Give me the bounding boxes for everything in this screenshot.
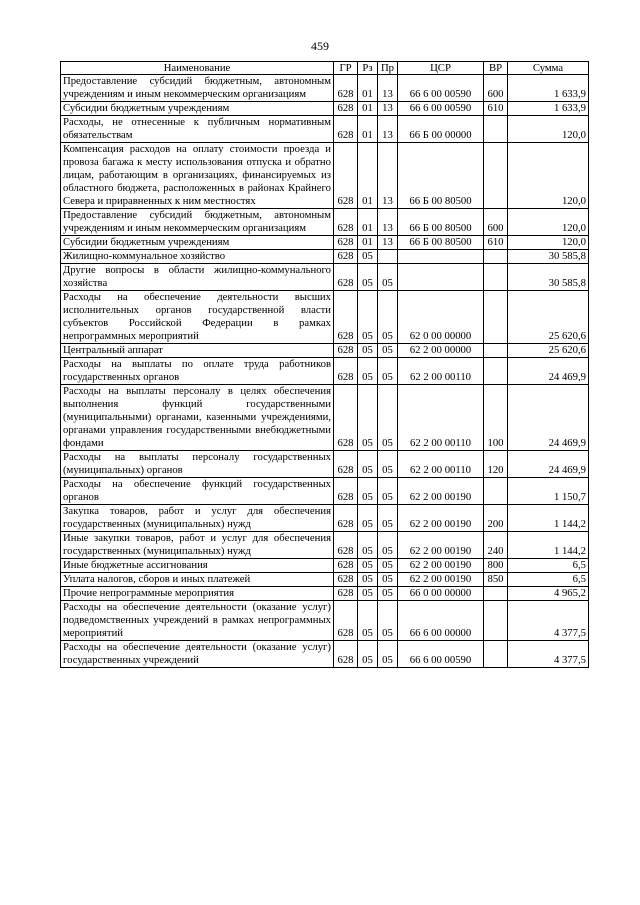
row-rz: 05: [358, 291, 378, 344]
row-gr: 628: [334, 559, 358, 573]
row-gr: 628: [334, 75, 358, 102]
row-rz: 05: [358, 601, 378, 641]
header-sum: Сумма: [508, 62, 589, 75]
row-gr: 628: [334, 532, 358, 559]
row-name: Расходы на выплаты персоналу государственных (муниципальных) органов: [61, 451, 334, 478]
row-gr: 628: [334, 102, 358, 116]
table-row: [61, 601, 589, 641]
row-name: Расходы, не отнесенные к публичным нормативным обязательствам: [61, 116, 334, 143]
row-rz: 05: [358, 385, 378, 451]
row-sum: 6,5: [508, 559, 589, 573]
table-row: [61, 385, 589, 451]
row-rz: 01: [358, 143, 378, 209]
row-csr: 62 2 00 00110: [398, 358, 484, 385]
row-name: Иные бюджетные ассигнования: [61, 559, 334, 573]
row-csr: 66 6 00 00590: [398, 75, 484, 102]
row-sum: 4 965,2: [508, 587, 589, 601]
row-csr: 66 Б 00 00000: [398, 116, 484, 143]
row-rz: 01: [358, 209, 378, 236]
row-rz: 05: [358, 532, 378, 559]
table-row: [61, 75, 589, 102]
row-gr: 628: [334, 291, 358, 344]
row-vr: 610: [484, 236, 508, 250]
row-csr: [398, 250, 484, 264]
table-row: [61, 478, 589, 505]
header-gr: ГР: [334, 62, 358, 75]
row-vr: [484, 344, 508, 358]
row-vr: [484, 291, 508, 344]
row-rz: 05: [358, 641, 378, 668]
row-pr: 13: [378, 102, 398, 116]
table-row: [61, 587, 589, 601]
row-gr: 628: [334, 116, 358, 143]
row-sum: 1 144,2: [508, 532, 589, 559]
row-name: Иные закупки товаров, работ и услуг для обеспечения государственных (муниципальных) нужд: [61, 532, 334, 559]
row-rz: 01: [358, 236, 378, 250]
row-gr: 628: [334, 505, 358, 532]
row-gr: 628: [334, 385, 358, 451]
row-vr: 600: [484, 75, 508, 102]
row-pr: 05: [378, 573, 398, 587]
row-pr: 05: [378, 291, 398, 344]
row-csr: [398, 264, 484, 291]
row-rz: 05: [358, 451, 378, 478]
row-rz: 01: [358, 102, 378, 116]
row-name: Центральный аппарат: [61, 344, 334, 358]
row-gr: 628: [334, 573, 358, 587]
row-gr: 628: [334, 451, 358, 478]
row-csr: 66 Б 00 80500: [398, 209, 484, 236]
row-sum: 4 377,5: [508, 601, 589, 641]
row-sum: 30 585,8: [508, 250, 589, 264]
budget-table: [60, 61, 589, 668]
row-rz: 01: [358, 75, 378, 102]
row-rz: 05: [358, 573, 378, 587]
row-csr: 66 6 00 00590: [398, 102, 484, 116]
row-rz: 01: [358, 116, 378, 143]
table-row: [61, 344, 589, 358]
row-name: Расходы на обеспечение деятельности высших исполнительных органов государственной власти субъектов Российской Федерации в рамках непрограммных мероприятий: [61, 291, 334, 344]
row-vr: [484, 143, 508, 209]
table-row: [61, 116, 589, 143]
row-gr: 628: [334, 587, 358, 601]
row-rz: 05: [358, 250, 378, 264]
row-sum: 6,5: [508, 573, 589, 587]
table-row: [61, 505, 589, 532]
row-sum: 1 633,9: [508, 75, 589, 102]
row-vr: 850: [484, 573, 508, 587]
row-gr: 628: [334, 264, 358, 291]
row-pr: 05: [378, 641, 398, 668]
table-row: [61, 291, 589, 344]
row-rz: 05: [358, 478, 378, 505]
row-sum: 24 469,9: [508, 385, 589, 451]
row-vr: 800: [484, 559, 508, 573]
row-csr: 66 6 00 00000: [398, 601, 484, 641]
header-rz: Рз: [358, 62, 378, 75]
row-pr: 05: [378, 601, 398, 641]
row-pr: 05: [378, 358, 398, 385]
row-vr: [484, 250, 508, 264]
row-rz: 05: [358, 559, 378, 573]
row-sum: 120,0: [508, 116, 589, 143]
row-csr: 66 0 00 00000: [398, 587, 484, 601]
table-row: [61, 143, 589, 209]
row-rz: 05: [358, 505, 378, 532]
table-row: [61, 532, 589, 559]
row-vr: 200: [484, 505, 508, 532]
row-name: Предоставление субсидий бюджетным, автономным учреждениям и иным некоммерческим организациям: [61, 75, 334, 102]
row-csr: 62 2 00 00110: [398, 385, 484, 451]
row-name: Уплата налогов, сборов и иных платежей: [61, 573, 334, 587]
table-row: [61, 559, 589, 573]
row-pr: 05: [378, 478, 398, 505]
page-number: 459: [311, 39, 329, 53]
row-pr: 05: [378, 587, 398, 601]
row-sum: 4 377,5: [508, 641, 589, 668]
row-csr: 62 2 00 00190: [398, 532, 484, 559]
row-vr: [484, 587, 508, 601]
row-gr: 628: [334, 143, 358, 209]
row-rz: 05: [358, 587, 378, 601]
row-sum: 120,0: [508, 143, 589, 209]
row-csr: 62 2 00 00190: [398, 559, 484, 573]
row-vr: 240: [484, 532, 508, 559]
row-sum: 30 585,8: [508, 264, 589, 291]
row-vr: 610: [484, 102, 508, 116]
row-gr: 628: [334, 209, 358, 236]
table-row: [61, 209, 589, 236]
row-vr: [484, 478, 508, 505]
header-name: Наименование: [61, 62, 334, 75]
table-header-row: [61, 62, 589, 75]
row-pr: 05: [378, 532, 398, 559]
table-row: [61, 358, 589, 385]
row-pr: 13: [378, 209, 398, 236]
row-gr: 628: [334, 358, 358, 385]
header-pr: Пр: [378, 62, 398, 75]
row-name: Жилищно-коммунальное хозяйство: [61, 250, 334, 264]
row-csr: 66 6 00 00590: [398, 641, 484, 668]
row-pr: 05: [378, 559, 398, 573]
row-pr: 05: [378, 385, 398, 451]
row-vr: [484, 358, 508, 385]
row-rz: 05: [358, 264, 378, 291]
row-name: Расходы на обеспечение деятельности (оказание услуг) подведомственных учреждений в рамках непрограммных мероприятий: [61, 601, 334, 641]
row-gr: 628: [334, 236, 358, 250]
row-name: Предоставление субсидий бюджетным, автономным учреждениям и иным некоммерческим организациям: [61, 209, 334, 236]
table-row: [61, 264, 589, 291]
table-row: [61, 250, 589, 264]
row-sum: 120,0: [508, 236, 589, 250]
row-vr: [484, 264, 508, 291]
row-pr: 05: [378, 505, 398, 532]
row-name: Расходы на выплаты по оплате труда работников государственных органов: [61, 358, 334, 385]
row-name: Компенсация расходов на оплату стоимости проезда и провоза багажа к месту использования отпуска и обратно лицам, работающим в организациях, финансируемых из областного бюджета, расположенных в районах Крайнего Севера и приравненных к ним местностях: [61, 143, 334, 209]
row-gr: 628: [334, 250, 358, 264]
row-name: Другие вопросы в области жилищно-коммунального хозяйства: [61, 264, 334, 291]
row-vr: 100: [484, 385, 508, 451]
row-gr: 628: [334, 641, 358, 668]
table-row: [61, 573, 589, 587]
row-csr: 62 2 00 00110: [398, 451, 484, 478]
row-csr: 62 2 00 00190: [398, 478, 484, 505]
row-sum: 24 469,9: [508, 451, 589, 478]
row-pr: 13: [378, 75, 398, 102]
row-name: Закупка товаров, работ и услуг для обеспечения государственных (муниципальных) нужд: [61, 505, 334, 532]
row-sum: 24 469,9: [508, 358, 589, 385]
table-body: [61, 75, 589, 668]
row-sum: 120,0: [508, 209, 589, 236]
row-vr: [484, 601, 508, 641]
row-pr: 05: [378, 451, 398, 478]
row-csr: 62 0 00 00000: [398, 291, 484, 344]
row-sum: 25 620,6: [508, 291, 589, 344]
table-row: [61, 102, 589, 116]
row-name: Расходы на обеспечение деятельности (оказание услуг) государственных учреждений: [61, 641, 334, 668]
row-csr: 66 Б 00 80500: [398, 236, 484, 250]
row-rz: 05: [358, 344, 378, 358]
row-pr: 13: [378, 143, 398, 209]
row-sum: 25 620,6: [508, 344, 589, 358]
row-vr: 120: [484, 451, 508, 478]
row-rz: 05: [358, 358, 378, 385]
row-pr: 13: [378, 116, 398, 143]
header-csr: ЦСР: [398, 62, 484, 75]
row-name: Прочие непрограммные мероприятия: [61, 587, 334, 601]
row-pr: 05: [378, 264, 398, 291]
row-gr: 628: [334, 344, 358, 358]
row-vr: [484, 641, 508, 668]
row-pr: 13: [378, 236, 398, 250]
row-pr: [378, 250, 398, 264]
row-vr: 600: [484, 209, 508, 236]
row-name: Субсидии бюджетным учреждениям: [61, 236, 334, 250]
table-row: [61, 451, 589, 478]
row-gr: 628: [334, 601, 358, 641]
row-csr: 62 2 00 00190: [398, 573, 484, 587]
row-pr: 05: [378, 344, 398, 358]
table-row: [61, 641, 589, 668]
row-name: Расходы на обеспечение функций государственных органов: [61, 478, 334, 505]
row-vr: [484, 116, 508, 143]
row-csr: 66 Б 00 80500: [398, 143, 484, 209]
row-gr: 628: [334, 478, 358, 505]
row-name: Расходы на выплаты персоналу в целях обеспечения выполнения функций государственными (муниципальными) органами, казенными учреждениями, органами управления государственными внебюджетными фондами: [61, 385, 334, 451]
row-csr: 62 2 00 00000: [398, 344, 484, 358]
row-csr: 62 2 00 00190: [398, 505, 484, 532]
row-name: Субсидии бюджетным учреждениям: [61, 102, 334, 116]
table-row: [61, 236, 589, 250]
row-sum: 1 150,7: [508, 478, 589, 505]
row-sum: 1 144,2: [508, 505, 589, 532]
header-vr: ВР: [484, 62, 508, 75]
row-sum: 1 633,9: [508, 102, 589, 116]
